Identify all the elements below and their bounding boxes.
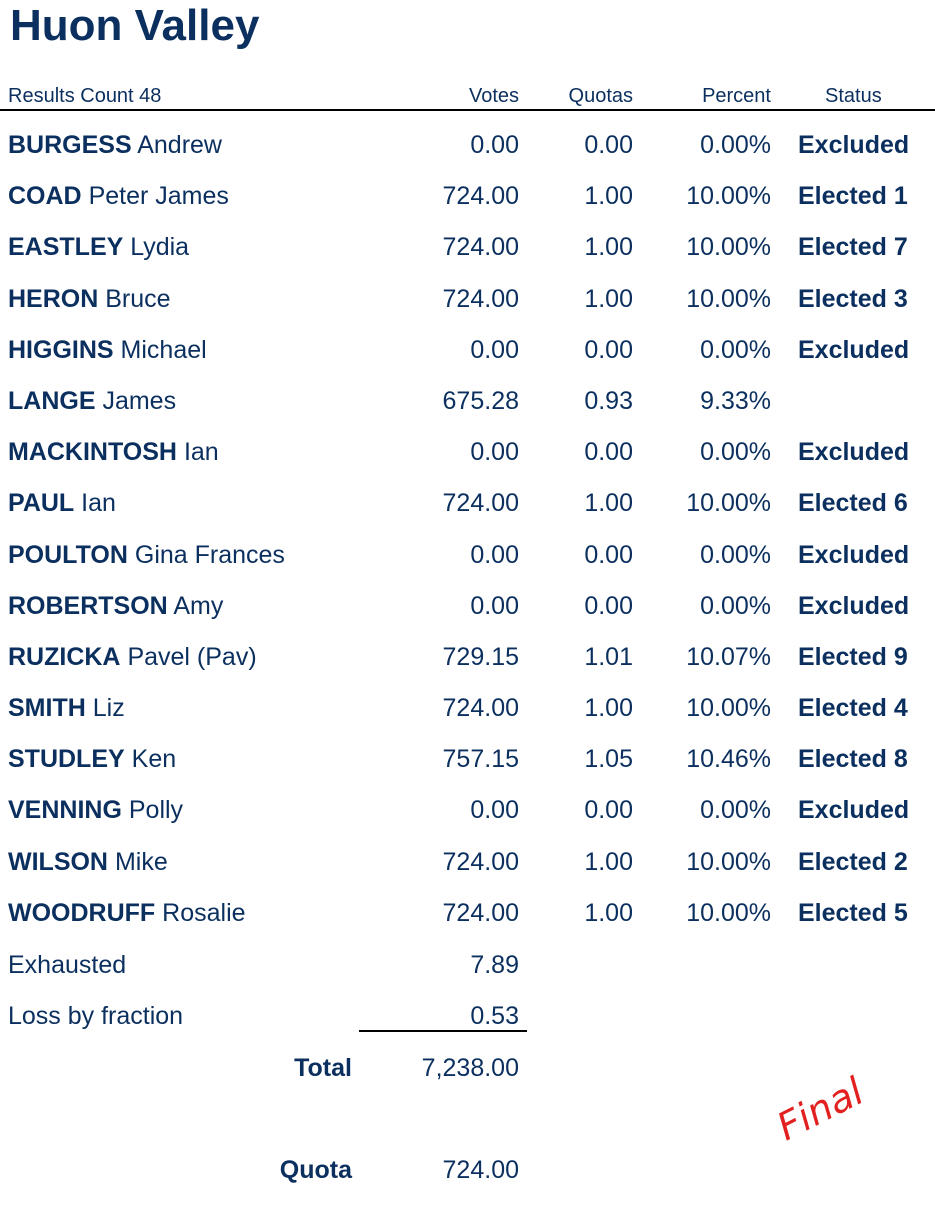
candidate-surname: RUZICKA (8, 642, 121, 671)
candidate-name (8, 179, 229, 213)
candidate-name (8, 384, 176, 418)
candidate-surname: WOODRUFF (8, 898, 156, 927)
table-row (0, 785, 935, 836)
candidate-given-name: Gina Frances (134, 540, 285, 569)
candidate-surname: MACKINTOSH (8, 438, 177, 467)
quotas-cell: 1.00 (584, 489, 633, 518)
candidate-surname: BURGESS (8, 131, 132, 159)
quotas-cell: 0.93 (584, 386, 633, 415)
status-cell: Elected 7 (798, 233, 908, 262)
total-label: Total (294, 1054, 352, 1082)
votes-cell: 724.00 (442, 284, 519, 313)
candidate-name (8, 742, 176, 776)
votes-cell: 0.00 (470, 131, 519, 159)
exhausted-value: 7.89 (470, 951, 519, 979)
percent-cell: 0.00% (700, 335, 771, 364)
votes-cell: 0.00 (470, 335, 519, 364)
candidate-given-name: Pavel (Pav) (127, 642, 257, 671)
table-row (0, 120, 935, 171)
candidate-given-name: Liz (92, 694, 125, 723)
candidate-surname: LANGE (8, 386, 96, 415)
candidate-given-name: Lydia (130, 233, 190, 262)
total-value: 7,238.00 (421, 1054, 519, 1082)
status-column-header: Status (825, 85, 882, 107)
votes-cell: 757.15 (442, 745, 519, 774)
percent-cell: 9.33% (700, 386, 771, 415)
votes-cell: 0.00 (470, 540, 519, 569)
loss-by-fraction-value: 0.53 (470, 1002, 519, 1030)
candidate-given-name: Polly (128, 796, 184, 825)
votes-cell: 724.00 (442, 898, 519, 927)
votes-cell: 724.00 (442, 847, 519, 876)
table-row (0, 581, 935, 632)
quotas-cell: 0.00 (584, 540, 633, 569)
percent-column-header: Percent (702, 85, 771, 107)
table-row (0, 427, 935, 478)
candidate-surname: POULTON (8, 540, 128, 569)
table-row (0, 888, 935, 939)
quotas-cell: 1.00 (584, 694, 633, 723)
candidate-surname: HIGGINS (8, 335, 114, 364)
percent-cell: 10.46% (686, 745, 771, 774)
votes-cell: 724.00 (442, 182, 519, 211)
candidate-given-name: Ken (131, 745, 177, 774)
results-count: Results Count 48 (8, 85, 162, 107)
candidate-surname: WILSON (8, 847, 108, 876)
table-row (0, 478, 935, 529)
candidate-given-name: James (102, 386, 177, 415)
quotas-cell: 1.00 (584, 847, 633, 876)
quota-label: Quota (279, 1156, 352, 1184)
status-cell: Elected 1 (798, 182, 908, 211)
candidate-name (8, 896, 246, 930)
quotas-column-header: Quotas (568, 85, 633, 107)
table-row (0, 274, 935, 325)
candidate-surname: VENNING (8, 796, 122, 825)
status-cell: Excluded (798, 540, 910, 569)
candidate-given-name: Michael (120, 335, 207, 364)
candidate-name (8, 333, 207, 367)
candidate-name (8, 691, 125, 725)
table-row (0, 530, 935, 581)
quotas-cell: 0.00 (584, 131, 633, 159)
page-title: Huon Valley (10, 1, 260, 50)
candidate-given-name: Ian (81, 489, 116, 518)
percent-cell: 10.00% (686, 182, 771, 211)
candidate-given-name: Andrew (137, 131, 222, 159)
status-cell: Elected 2 (798, 847, 908, 876)
status-cell: Excluded (798, 796, 910, 825)
quotas-cell: 0.00 (584, 438, 633, 467)
candidate-given-name: Bruce (105, 284, 171, 313)
candidate-surname: HERON (8, 284, 99, 313)
candidate-name (8, 282, 171, 316)
quotas-cell: 1.01 (584, 642, 633, 671)
candidate-name (8, 435, 219, 469)
candidate-surname: STUDLEY (8, 745, 125, 774)
loss-by-fraction-label: Loss by fraction (8, 1002, 184, 1030)
candidate-surname: PAUL (8, 489, 75, 518)
results-table (0, 120, 935, 939)
status-cell: Excluded (798, 591, 910, 620)
candidate-surname: COAD (8, 182, 82, 211)
votes-cell: 724.00 (442, 233, 519, 262)
votes-cell: 729.15 (442, 642, 519, 671)
table-row (0, 734, 935, 785)
status-cell: Excluded (798, 335, 910, 364)
candidate-name (8, 128, 222, 162)
percent-cell: 10.07% (686, 642, 771, 671)
candidate-given-name: Amy (173, 591, 224, 620)
status-cell: Elected 5 (798, 898, 908, 927)
table-row (0, 837, 935, 888)
quotas-cell: 1.00 (584, 182, 633, 211)
table-row (0, 325, 935, 376)
table-row (0, 683, 935, 734)
quotas-cell: 0.00 (584, 591, 633, 620)
quotas-cell: 0.00 (584, 335, 633, 364)
candidate-surname: SMITH (8, 694, 86, 723)
quotas-cell: 1.00 (584, 284, 633, 313)
status-cell: Elected 4 (798, 694, 908, 723)
candidate-given-name: Ian (183, 438, 219, 467)
candidate-name (8, 589, 223, 623)
status-cell: Elected 8 (798, 745, 908, 774)
percent-cell: 0.00% (700, 438, 771, 467)
votes-cell: 675.28 (442, 386, 519, 415)
status-cell: Excluded (798, 438, 910, 467)
votes-cell: 0.00 (470, 796, 519, 825)
status-cell: Elected 6 (798, 489, 908, 518)
quotas-cell: 1.00 (584, 898, 633, 927)
percent-cell: 0.00% (700, 796, 771, 825)
percent-cell: 0.00% (700, 540, 771, 569)
votes-cell: 724.00 (442, 694, 519, 723)
percent-cell: 10.00% (686, 489, 771, 518)
header-divider (0, 109, 935, 111)
candidate-name (8, 845, 168, 879)
candidate-surname: ROBERTSON (8, 591, 168, 620)
table-row (0, 222, 935, 273)
candidate-name (8, 538, 285, 572)
status-cell: Excluded (798, 131, 910, 159)
votes-cell: 724.00 (442, 489, 519, 518)
quotas-cell: 1.05 (584, 745, 633, 774)
status-cell: Elected 9 (798, 642, 908, 671)
candidate-given-name: Mike (114, 847, 168, 876)
votes-column-header: Votes (468, 85, 519, 107)
candidate-name (8, 640, 257, 674)
candidate-name (8, 793, 183, 827)
percent-cell: 10.00% (686, 847, 771, 876)
percent-cell: 0.00% (700, 131, 771, 159)
table-row (0, 171, 935, 222)
quota-value: 724.00 (442, 1156, 519, 1184)
candidate-given-name: Rosalie (162, 898, 246, 927)
quotas-cell: 1.00 (584, 233, 633, 262)
votes-cell: 0.00 (470, 591, 519, 620)
candidate-surname: EASTLEY (8, 233, 124, 262)
candidate-given-name: Peter James (88, 182, 229, 211)
quotas-cell: 0.00 (584, 796, 633, 825)
percent-cell: 10.00% (686, 898, 771, 927)
votes-cell: 0.00 (470, 438, 519, 467)
percent-cell: 10.00% (686, 694, 771, 723)
percent-cell: 10.00% (686, 233, 771, 262)
table-row (0, 632, 935, 683)
candidate-name (8, 486, 116, 520)
sum-divider (359, 1030, 527, 1032)
percent-cell: 0.00% (700, 591, 771, 620)
table-row (0, 376, 935, 427)
candidate-name (8, 230, 189, 264)
final-stamp: Final (770, 1068, 871, 1150)
percent-cell: 10.00% (686, 284, 771, 313)
exhausted-label: Exhausted (8, 951, 127, 979)
status-cell: Elected 3 (798, 284, 908, 313)
